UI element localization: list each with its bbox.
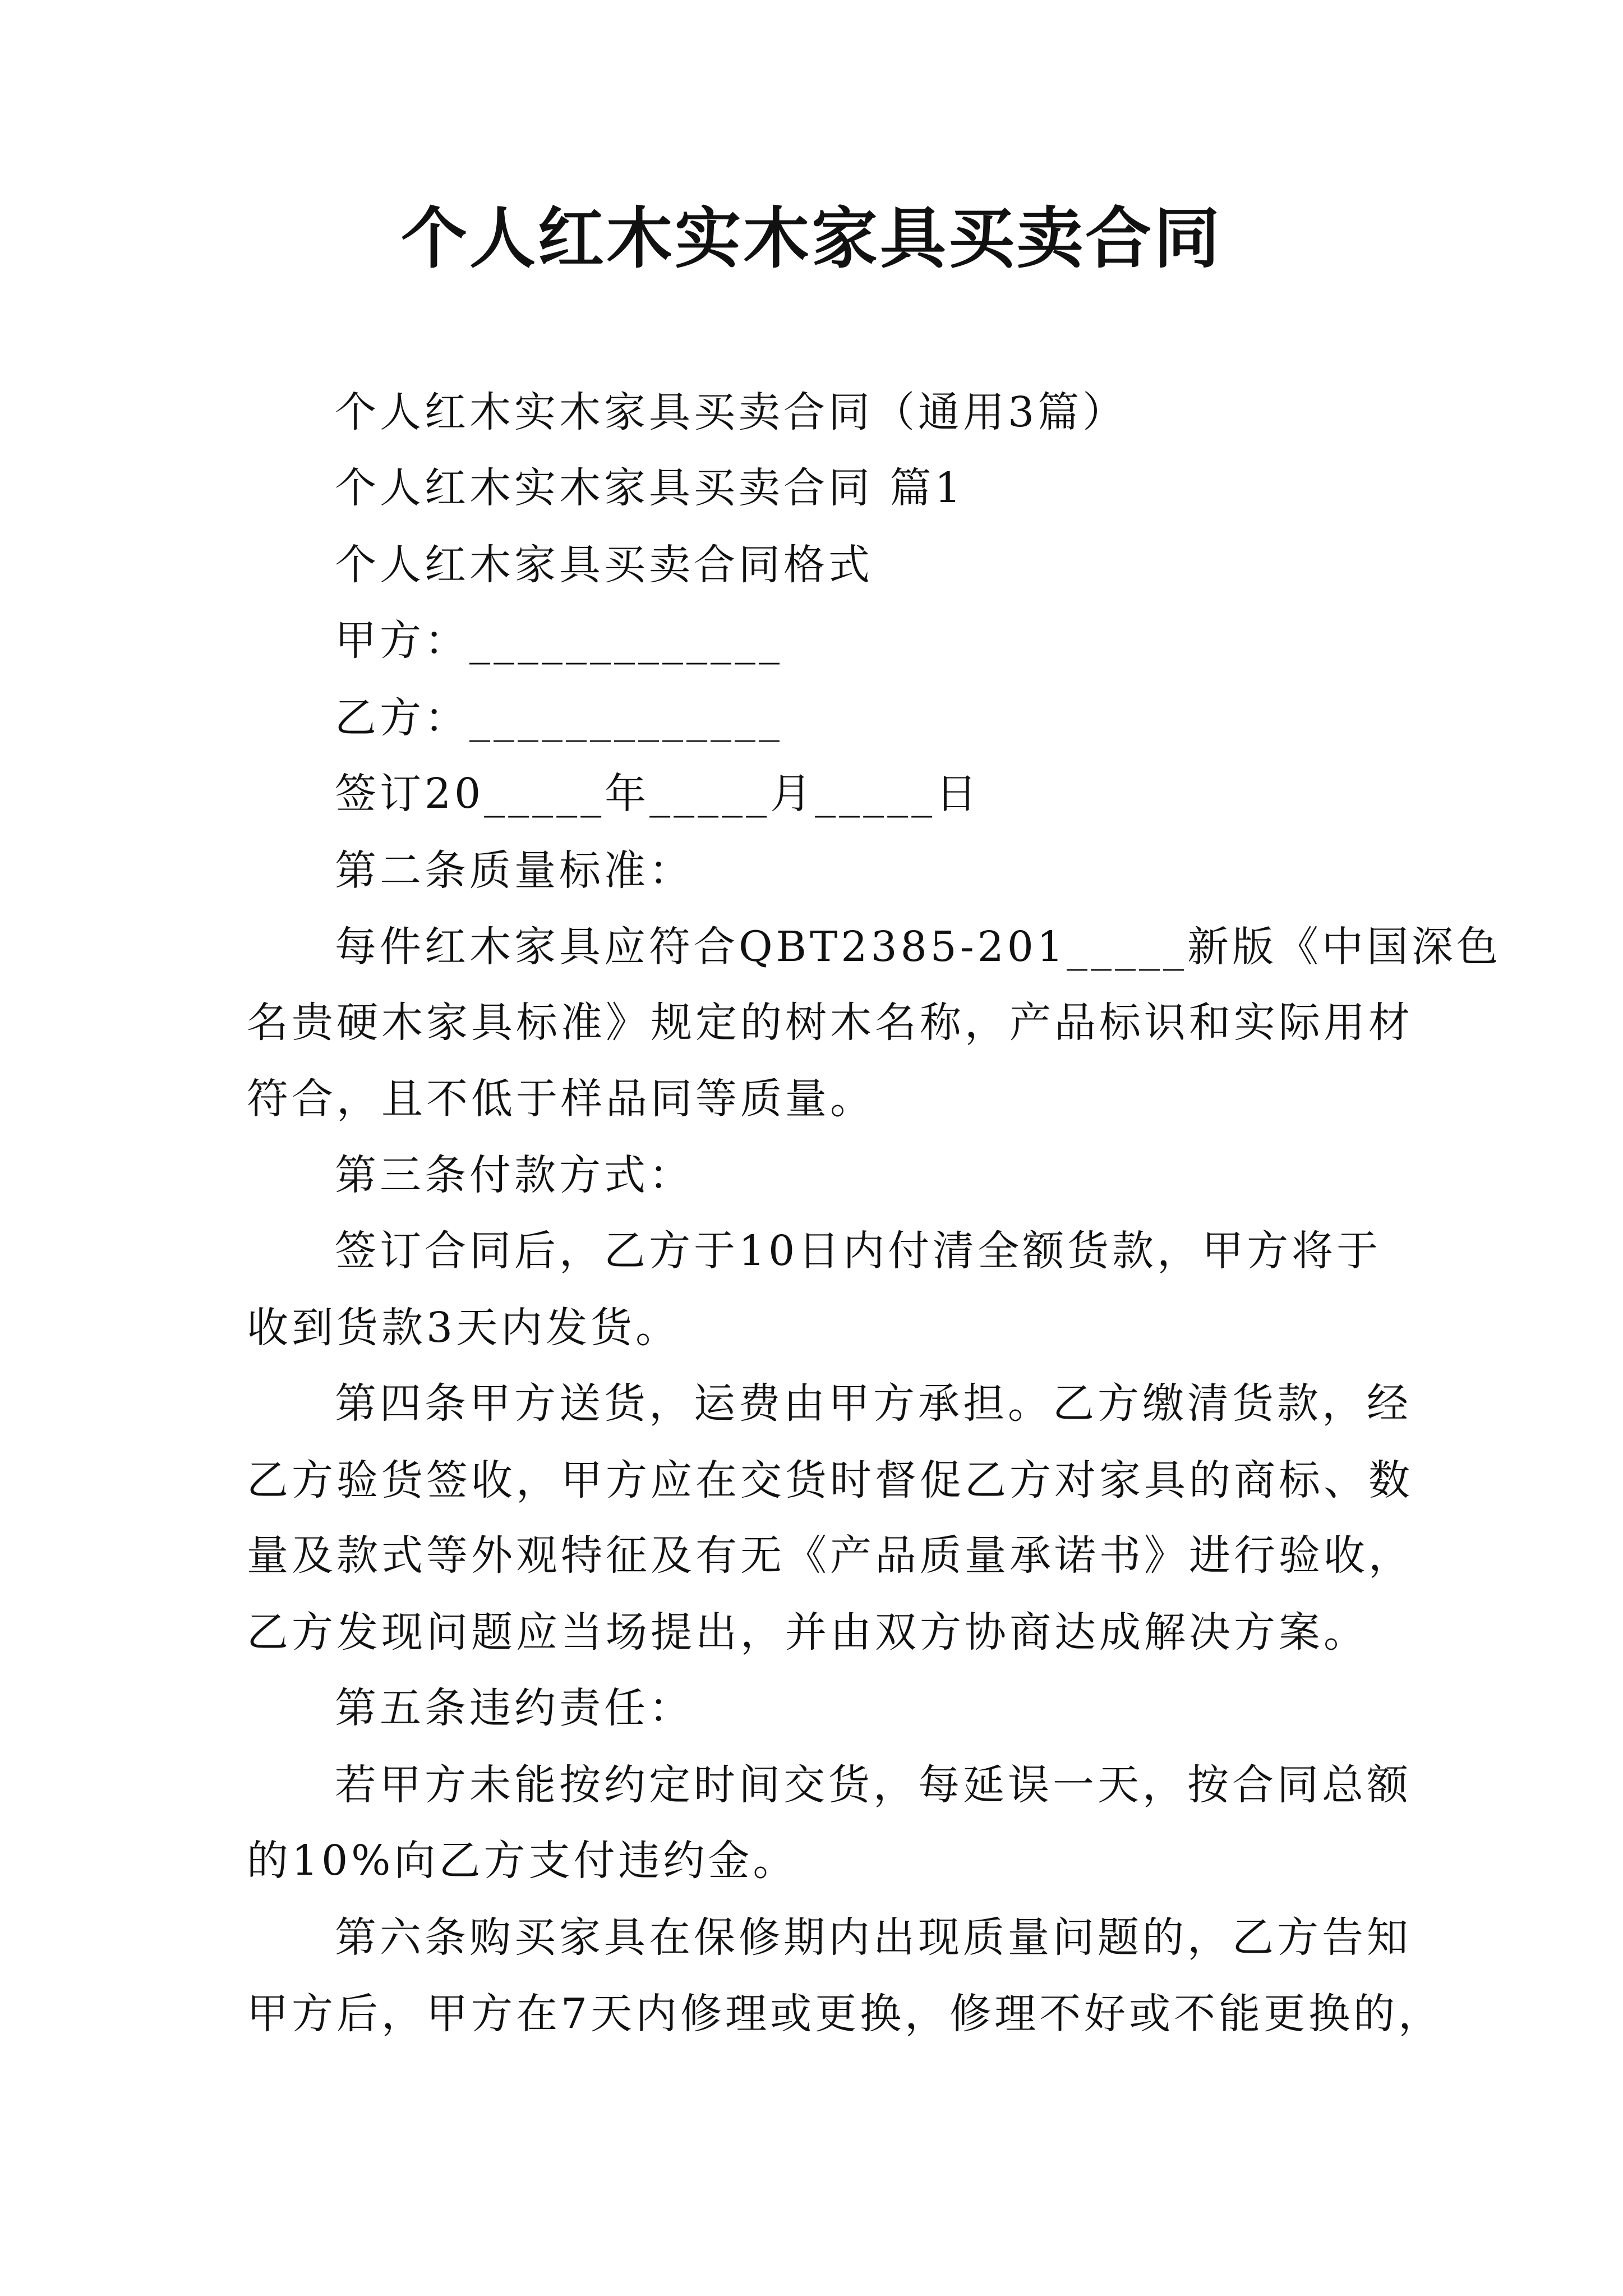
subtitle-line: 个人红木实木家具买卖合同（通用3篇）: [335, 388, 1128, 436]
paragraph-line: 甲方后，甲方在7天内修理或更换，修理不好或不能更换的，: [247, 1990, 1444, 2038]
paragraph-line: 若甲方未能按约定时间交货，每延误一天，按合同总额: [335, 1761, 1412, 1809]
paragraph-line: 第四条甲方送货，运费由甲方承担。乙方缴清货款，经: [335, 1379, 1412, 1428]
paragraph-line: 乙方发现问题应当场提出，并由双方协商达成解决方案。: [247, 1608, 1368, 1657]
signing-date-line: 签订20_____年_____月_____日: [335, 770, 981, 818]
document-title: 个人红木实木家具买卖合同: [400, 199, 1222, 277]
contract-format-heading: 个人红木家具买卖合同格式: [335, 541, 873, 589]
clause-heading: 第三条付款方式：: [335, 1151, 694, 1199]
clause-heading: 第二条质量标准：: [335, 846, 694, 895]
paragraph-line: 名贵硬木家具标准》规定的树木名称，产品标识和实际用材: [247, 999, 1413, 1047]
paragraph-line: 乙方验货签收，甲方应在交货时督促乙方对家具的商标、数: [247, 1456, 1413, 1504]
party-a-line: 甲方：_____________: [335, 616, 783, 665]
section-heading: 个人红木实木家具买卖合同 篇1: [335, 464, 965, 512]
paragraph-line: 收到货款3天内发货。: [247, 1304, 681, 1352]
paragraph-line: 每件红木家具应符合QBT2385-201_____新版《中国深色: [335, 923, 1501, 971]
party-b-line: 乙方：_____________: [335, 694, 783, 742]
paragraph-line: 符合，且不低于样品同等质量。: [247, 1075, 875, 1123]
paragraph-line: 签订合同后，乙方于10日内付清全额货款，甲方将于: [335, 1227, 1382, 1275]
paragraph-line: 量及款式等外观特征及有无《产品质量承诺书》进行验收，: [247, 1531, 1413, 1580]
clause-heading: 第五条违约责任：: [335, 1684, 694, 1732]
paragraph-line: 的10%向乙方支付违约金。: [247, 1837, 798, 1885]
paragraph-line: 第六条购买家具在保修期内出现质量问题的，乙方告知: [335, 1913, 1412, 1962]
